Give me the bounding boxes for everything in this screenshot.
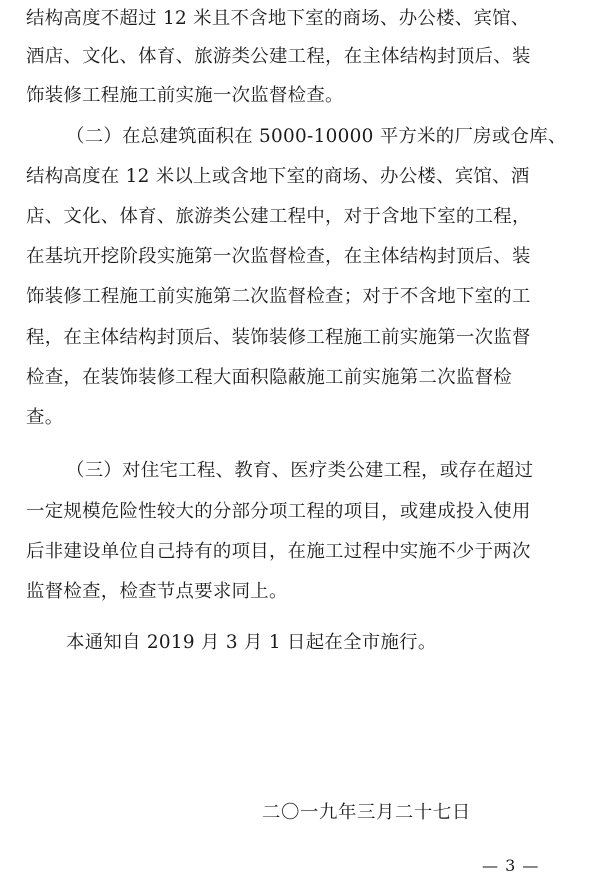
text-line-8: 饰装修工程施工前实施第二次监督检查；对于不含地下室的工 (26, 286, 531, 307)
text-line-13: 一定规模危险性较大的分部分项工程的项目，或建成投入使用 (26, 501, 531, 522)
page-number: — 3 — (482, 856, 540, 875)
text-line-7: 在基坑开挖阶段实施第一次监督检查，在主体结构封顶后、装 (26, 246, 531, 267)
text-line-1: 结构高度不超过 12 米且不含地下室的商场、办公楼、宾馆、 (26, 8, 530, 29)
paragraph-3-first-line: （三）对住宅工程、教育、医疗类公建工程，或存在超过 (66, 460, 534, 481)
paragraph-2-first-line: （二）在总建筑面积在 5000-10000 平方米的厂房或仓库、 (66, 126, 567, 147)
text-line-14: 后非建设单位自己持有的项目，在施工过程中实施不少于两次 (26, 541, 531, 562)
effective-date-line: 本通知自 2019 月 3 月 1 日起在全市施行。 (66, 632, 437, 653)
text-line-5: 结构高度在 12 米以上或含地下室的商场、办公楼、宾馆、酒 (26, 166, 530, 187)
text-line-9: 程，在主体结构封顶后、装饰装修工程施工前实施第一次监督 (26, 327, 531, 348)
text-line-2: 酒店、文化、体育、旅游类公建工程，在主体结构封顶后、装 (26, 46, 531, 67)
text-line-15: 监督检查，检查节点要求同上。 (26, 581, 288, 602)
text-line-10: 检查，在装饰装修工程大面积隐蔽施工前实施第二次监督检 (26, 367, 512, 388)
text-line-6: 店、文化、体育、旅游类公建工程中，对于含地下室的工程， (26, 206, 531, 227)
text-line-3: 饰装修工程施工前实施一次监督检查。 (26, 85, 344, 106)
signature-date: 二〇一九年三月二十七日 (262, 802, 471, 823)
text-line-11: 查。 (26, 407, 64, 428)
